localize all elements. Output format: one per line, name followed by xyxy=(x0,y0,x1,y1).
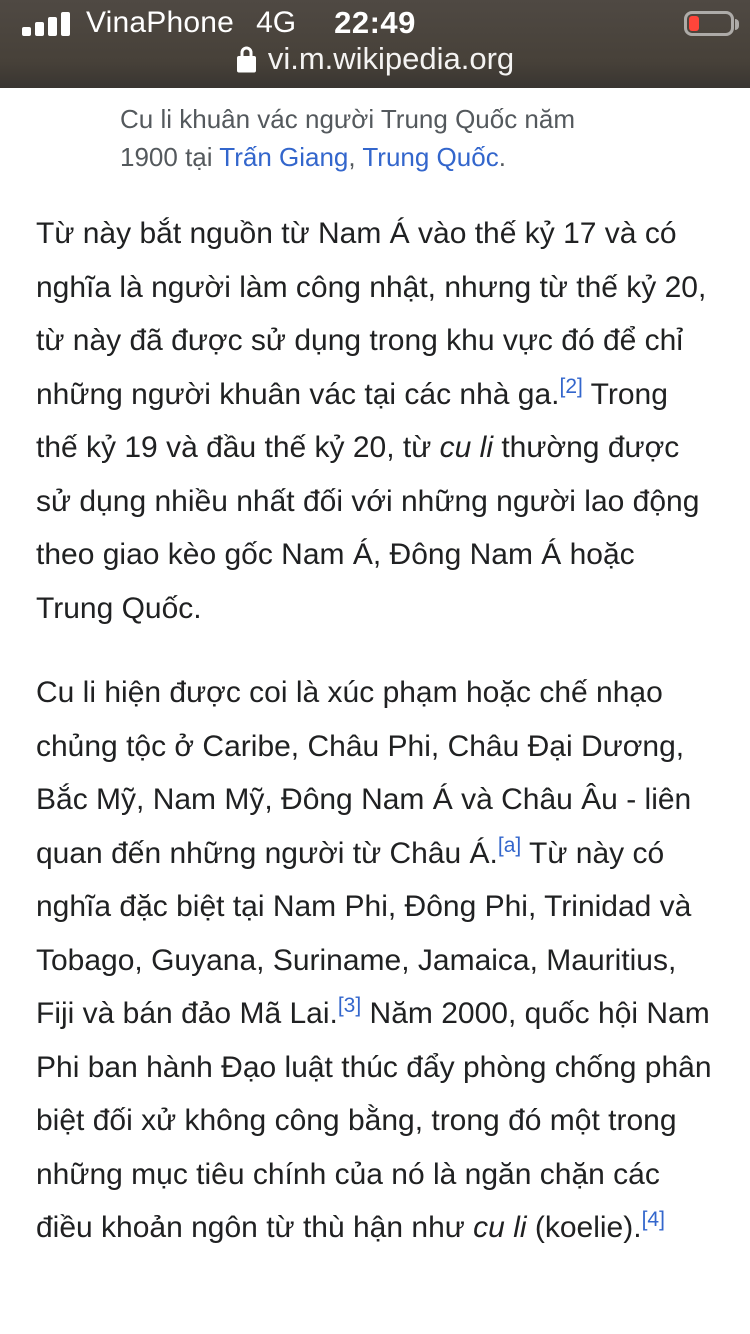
article-paragraph-usage xyxy=(36,666,714,1255)
battery-icon xyxy=(684,11,734,36)
text-run: Từ này bắt nguồn từ Nam Á vào thế kỷ 17 và có nghĩa là người làm công nhật, nhưng từ thế kỷ 20, từ này đã được sử dụng trong khu vực đó để chỉ những người khuân vác tại các nhà ga. xyxy=(36,217,707,411)
battery-fill-low xyxy=(689,16,699,31)
text-run: Cu li khuân vác người Trung Quốc năm xyxy=(120,104,576,134)
italic-term: cu li xyxy=(439,431,494,464)
text-run: 1900 tại xyxy=(120,142,220,172)
wiki-link[interactable]: Trung Quốc xyxy=(362,142,499,172)
text-run: . xyxy=(498,142,506,172)
url-text: vi.m.wikipedia.org xyxy=(267,41,515,76)
safari-url-bar[interactable] xyxy=(0,41,750,77)
wiki-link[interactable]: Trấn Giang xyxy=(219,142,349,172)
network-type-label: 4G xyxy=(256,6,297,39)
image-caption xyxy=(120,100,638,176)
reference-link[interactable]: [4] xyxy=(641,1208,665,1231)
lock-icon xyxy=(236,45,257,73)
text-run: thường được sử dụng nhiều nhất đối với những người lao động theo giao kèo gốc Nam Á, Đông Nam Á hoặc Trung Quốc. xyxy=(36,431,700,625)
clock: 22:49 xyxy=(334,5,416,40)
text-run: , xyxy=(348,142,363,172)
article-paragraph-origin xyxy=(36,207,714,635)
reference-link[interactable]: [a] xyxy=(497,833,522,857)
text-run: (koelie). xyxy=(526,1211,642,1244)
italic-term: cu li xyxy=(473,1211,527,1244)
text-run: Trong thế kỷ 19 và đầu thế kỷ 20, từ xyxy=(36,377,668,464)
text-run: Năm 2000, quốc hội Nam Phi ban hành Đạo luật thúc đẩy phòng chống phân biệt đối xử không công bằng, trong đó một trong những mục tiêu chính của nó là ngăn chặn các điều khoản ngôn từ thù hận như xyxy=(36,997,712,1244)
text-run: Từ này có nghĩa đặc biệt tại Nam Phi, Đông Phi, Trinidad và Tobago, Guyana, Suriname, Jamaica, Mauritius, Fiji và bán đảo Mã Lai. xyxy=(36,836,692,1030)
carrier-label: VinaPhone xyxy=(86,6,235,39)
text-run: Cu li hiện được coi là xúc phạm hoặc chế nhạo chủng tộc ở Caribe, Châu Phi, Châu Đại Dương, Bắc Mỹ, Nam Mỹ, Đông Nam Á và Châu Âu - liên quan đến những người từ Châu Á. xyxy=(36,676,692,870)
ios-status-bar xyxy=(0,0,750,88)
reference-link[interactable]: [2] xyxy=(559,374,583,398)
article-content xyxy=(0,88,750,1334)
reference-link[interactable]: [3] xyxy=(337,994,362,1017)
status-bar-top-row xyxy=(0,6,750,40)
